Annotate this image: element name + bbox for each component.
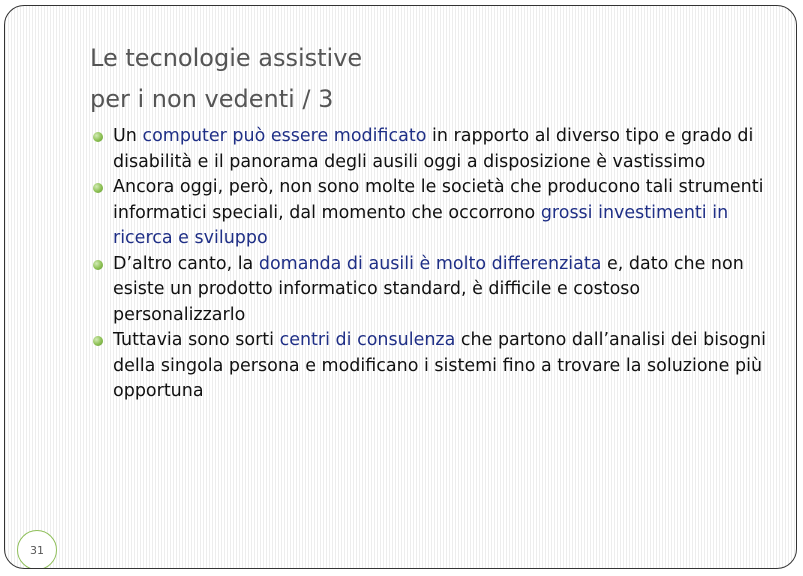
bullet-item	[91, 328, 771, 405]
bullet-item	[91, 175, 771, 252]
bullet-dot-icon	[93, 336, 103, 346]
bullet-text: che partono dall’analisi dei bisogni della singola persona e modificano i sistemi fino a trovare la soluzione più opportuna	[113, 330, 766, 401]
bullet-emphasis: grossi investimenti in ricerca e sviluppo	[113, 202, 729, 248]
bullet-emphasis: computer può essere modificato	[142, 126, 427, 146]
bullet-emphasis: centri di consulenza	[279, 330, 456, 350]
bullet-text: Un	[113, 126, 143, 146]
slide	[4, 5, 797, 569]
bullet-emphasis: domanda di ausili è molto differenziata	[258, 253, 602, 274]
page-number-badge	[17, 530, 57, 569]
bullet-text: Tuttavia sono sorti	[113, 330, 280, 350]
bullet-dot-icon	[93, 132, 103, 142]
title-line-1: Le tecnologie assistive	[90, 44, 363, 72]
bullet-text: in rapporto al diverso tipo e grado di disabilità e il panorama degli ausili oggi a disposizione è vastissimo	[113, 126, 754, 172]
bullet-dot-icon	[93, 183, 103, 193]
bullet-list	[91, 124, 771, 405]
bullet-text: D’altro canto, la	[113, 253, 259, 274]
bullet-text: Ancora oggi, però, non sono molte le società che producono tali strumenti informatici speciali, dal momento che occorrono	[113, 177, 764, 223]
title-line-2: per i non vedenti / 3	[90, 85, 334, 113]
bullet-dot-icon	[93, 260, 103, 270]
bullet-item	[91, 252, 771, 329]
page-number: 31	[30, 543, 44, 557]
bullet-text: e, dato che non esiste un prodotto informatico standard, è difficile e costoso personalizzarlo	[113, 253, 744, 325]
slide-title	[90, 38, 362, 120]
bullet-item	[91, 124, 771, 175]
